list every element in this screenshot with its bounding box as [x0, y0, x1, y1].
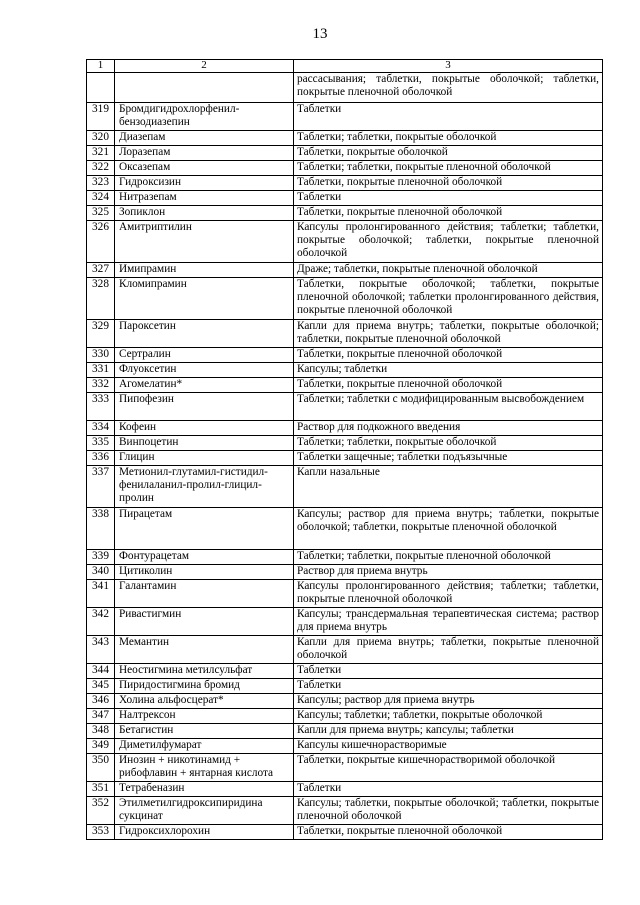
page-number: 13: [312, 26, 328, 42]
drug-name: Налтрексон: [115, 709, 294, 724]
table-row: [87, 451, 603, 466]
row-number: 352: [87, 797, 115, 825]
drug-name: Амитриптилин: [115, 221, 294, 263]
row-number: 333: [87, 393, 115, 421]
table-row: [87, 73, 603, 103]
drug-name: Мемантин: [115, 636, 294, 664]
header-col-2: 2: [115, 60, 294, 73]
table-row: [87, 782, 603, 797]
table-row: [87, 608, 603, 636]
table-row: [87, 131, 603, 146]
header-col-1: 1: [87, 60, 115, 73]
row-number: 329: [87, 320, 115, 348]
drug-name: Флуоксетин: [115, 363, 294, 378]
row-number: 324: [87, 191, 115, 206]
dosage-form: Раствор для приема внутрь: [294, 565, 603, 580]
row-number: 320: [87, 131, 115, 146]
drug-name: Галантамин: [115, 580, 294, 608]
dosage-form: Капсулы; раствор для приема внутрь; таблетки, покрытые оболочкой; таблетки, покрытые пленочной оболочкой: [294, 508, 603, 550]
table-row: [87, 320, 603, 348]
table-row: [87, 565, 603, 580]
medication-table: [86, 59, 603, 840]
table-row: [87, 363, 603, 378]
dosage-form: Таблетки: [294, 782, 603, 797]
row-number: 331: [87, 363, 115, 378]
drug-name: Пароксетин: [115, 320, 294, 348]
drug-name: Агомелатин*: [115, 378, 294, 393]
drug-name: Неостигмина метилсульфат: [115, 664, 294, 679]
dosage-form: рассасывания; таблетки, покрытые оболочкой; таблетки, покрытые пленочной оболочкой: [294, 73, 603, 103]
drug-name: Диазепам: [115, 131, 294, 146]
dosage-form: Капсулы; таблетки; таблетки, покрытые оболочкой: [294, 709, 603, 724]
row-number: [87, 73, 115, 103]
dosage-form: Таблетки защечные; таблетки подъязычные: [294, 451, 603, 466]
table-row: [87, 739, 603, 754]
drug-name: Этилметилгидроксипиридина сукцинат: [115, 797, 294, 825]
table-row: [87, 694, 603, 709]
table-row: [87, 580, 603, 608]
table-row: [87, 221, 603, 263]
dosage-form: Таблетки; таблетки с модифицированным высвобождением: [294, 393, 603, 421]
dosage-form: Таблетки, покрытые оболочкой; таблетки, покрытые пленочной оболочкой; таблетки пролонгированного действия, покрытые пленочной оболочкой: [294, 278, 603, 320]
drug-name: Инозин + никотинамид + рибофлавин + янтарная кислота: [115, 754, 294, 782]
drug-name: Диметилфумарат: [115, 739, 294, 754]
dosage-form: Раствор для подкожного введения: [294, 421, 603, 436]
row-number: 328: [87, 278, 115, 320]
drug-name: Фонтурацетам: [115, 550, 294, 565]
row-number: 339: [87, 550, 115, 565]
dosage-form: Капсулы; таблетки, покрытые оболочкой; таблетки, покрытые пленочной оболочкой: [294, 797, 603, 825]
dosage-form: Капли для приема внутрь; таблетки, покрытые пленочной оболочкой: [294, 636, 603, 664]
table-row: [87, 191, 603, 206]
drug-name: Сертралин: [115, 348, 294, 363]
row-number: 321: [87, 146, 115, 161]
table-row: [87, 724, 603, 739]
dosage-form: Таблетки, покрытые пленочной оболочкой: [294, 348, 603, 363]
drug-name: Нитразепам: [115, 191, 294, 206]
row-number: 351: [87, 782, 115, 797]
table-row: [87, 348, 603, 363]
table-row: [87, 176, 603, 191]
dosage-form: Таблетки; таблетки, покрытые пленочной оболочкой: [294, 161, 603, 176]
table-row: [87, 636, 603, 664]
row-number: 343: [87, 636, 115, 664]
table-row: [87, 206, 603, 221]
table-row: [87, 664, 603, 679]
dosage-form: Капсулы пролонгированного действия; таблетки; таблетки, покрытые оболочкой; таблетки, покрытые пленочной оболочкой: [294, 221, 603, 263]
row-number: 335: [87, 436, 115, 451]
row-number: 348: [87, 724, 115, 739]
table-row: [87, 161, 603, 176]
drug-name: Винпоцетин: [115, 436, 294, 451]
row-number: 325: [87, 206, 115, 221]
dosage-form: Таблетки: [294, 103, 603, 131]
row-number: 345: [87, 679, 115, 694]
drug-name: Пипофезин: [115, 393, 294, 421]
header-col-3: 3: [294, 60, 603, 73]
table-header-row: [87, 60, 603, 73]
drug-name: Метионил-глутамил-гистидил-фенилаланил-пролил-глицил-пролин: [115, 466, 294, 508]
row-number: 319: [87, 103, 115, 131]
dosage-form: Капсулы кишечнорастворимые: [294, 739, 603, 754]
table-row: [87, 679, 603, 694]
dosage-form: Таблетки, покрытые пленочной оболочкой: [294, 378, 603, 393]
table-row: [87, 146, 603, 161]
dosage-form: Таблетки; таблетки, покрытые оболочкой: [294, 131, 603, 146]
drug-name: Зопиклон: [115, 206, 294, 221]
table-row: [87, 436, 603, 451]
drug-name: Лоразепам: [115, 146, 294, 161]
dosage-form: Таблетки: [294, 191, 603, 206]
row-number: 344: [87, 664, 115, 679]
row-number: 346: [87, 694, 115, 709]
table-row: [87, 825, 603, 840]
drug-name: Имипрамин: [115, 263, 294, 278]
drug-name: Бромдигидрохлорфенил-бензодиазепин: [115, 103, 294, 131]
dosage-form: Капсулы пролонгированного действия; таблетки; таблетки, покрытые пленочной оболочкой: [294, 580, 603, 608]
row-number: 330: [87, 348, 115, 363]
drug-name: Пирацетам: [115, 508, 294, 550]
dosage-form: Капли назальные: [294, 466, 603, 508]
table-row: [87, 103, 603, 131]
row-number: 340: [87, 565, 115, 580]
dosage-form: Капли для приема внутрь; таблетки, покрытые оболочкой; таблетки, покрытые пленочной оболочкой: [294, 320, 603, 348]
drug-name: Гидроксихлорохин: [115, 825, 294, 840]
table-row: [87, 421, 603, 436]
drug-name: Ривастигмин: [115, 608, 294, 636]
drug-name: [115, 73, 294, 103]
table-row: [87, 754, 603, 782]
row-number: 349: [87, 739, 115, 754]
dosage-form: Капсулы; раствор для приема внутрь: [294, 694, 603, 709]
drug-name: Бетагистин: [115, 724, 294, 739]
dosage-form: Капли для приема внутрь; капсулы; таблетки: [294, 724, 603, 739]
drug-name: Пиридостигмина бромид: [115, 679, 294, 694]
row-number: 332: [87, 378, 115, 393]
table-row: [87, 263, 603, 278]
table-row: [87, 278, 603, 320]
drug-name: Глицин: [115, 451, 294, 466]
row-number: 347: [87, 709, 115, 724]
row-number: 337: [87, 466, 115, 508]
row-number: 336: [87, 451, 115, 466]
drug-name: Цитиколин: [115, 565, 294, 580]
dosage-form: Таблетки, покрытые пленочной оболочкой: [294, 206, 603, 221]
drug-name: Тетрабеназин: [115, 782, 294, 797]
row-number: 341: [87, 580, 115, 608]
dosage-form: Таблетки: [294, 679, 603, 694]
row-number: 327: [87, 263, 115, 278]
row-number: 353: [87, 825, 115, 840]
table-row: [87, 550, 603, 565]
table-row: [87, 709, 603, 724]
dosage-form: Капсулы; таблетки: [294, 363, 603, 378]
dosage-form: Таблетки: [294, 664, 603, 679]
row-number: 322: [87, 161, 115, 176]
row-number: 350: [87, 754, 115, 782]
dosage-form: Таблетки; таблетки, покрытые пленочной оболочкой: [294, 550, 603, 565]
drug-name: Холина альфосцерат*: [115, 694, 294, 709]
table-row: [87, 508, 603, 550]
row-number: 326: [87, 221, 115, 263]
drug-name: Оксазепам: [115, 161, 294, 176]
row-number: 323: [87, 176, 115, 191]
row-number: 334: [87, 421, 115, 436]
drug-name: Кофеин: [115, 421, 294, 436]
dosage-form: Таблетки; таблетки, покрытые оболочкой: [294, 436, 603, 451]
drug-name: Кломипрамин: [115, 278, 294, 320]
table-row: [87, 378, 603, 393]
dosage-form: Капсулы; трансдермальная терапевтическая система; раствор для приема внутрь: [294, 608, 603, 636]
dosage-form: Таблетки, покрытые пленочной оболочкой: [294, 176, 603, 191]
table-row: [87, 797, 603, 825]
dosage-form: Таблетки, покрытые пленочной оболочкой: [294, 825, 603, 840]
dosage-form: Таблетки, покрытые оболочкой: [294, 146, 603, 161]
row-number: 342: [87, 608, 115, 636]
table-row: [87, 393, 603, 421]
row-number: 338: [87, 508, 115, 550]
table-row: [87, 466, 603, 508]
drug-name: Гидроксизин: [115, 176, 294, 191]
dosage-form: Таблетки, покрытые кишечнорастворимой оболочкой: [294, 754, 603, 782]
dosage-form: Драже; таблетки, покрытые пленочной оболочкой: [294, 263, 603, 278]
